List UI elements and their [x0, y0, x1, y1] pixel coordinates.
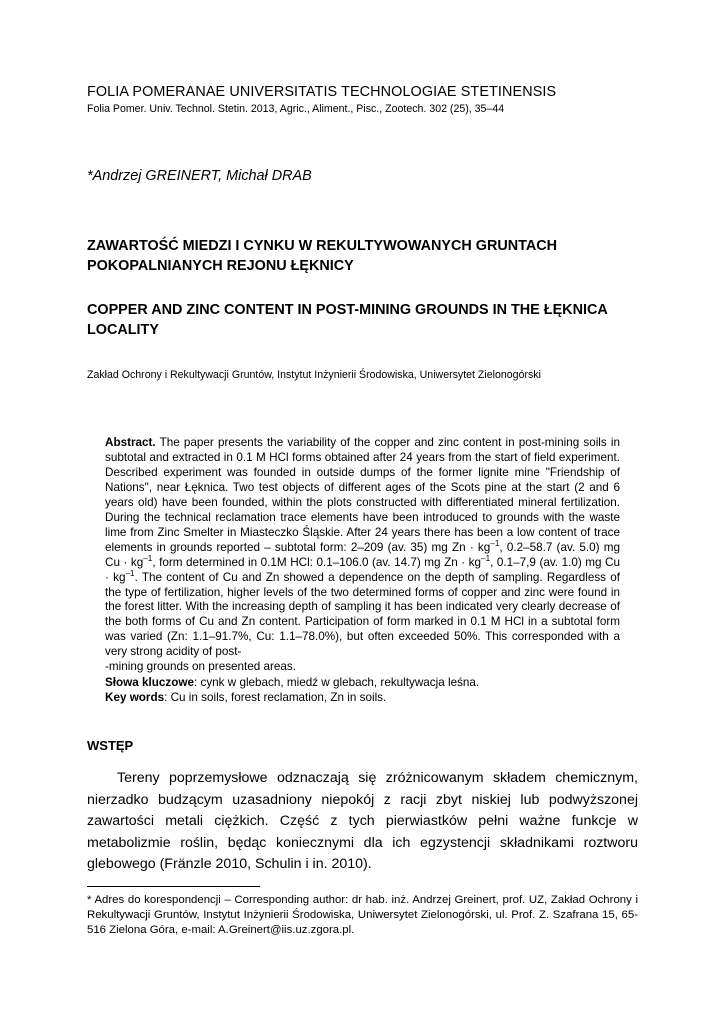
- journal-citation: Folia Pomer. Univ. Technol. Stetin. 2013, Agric., Aliment., Pisc., Zootech. 302 (25), 35–44: [87, 103, 505, 115]
- abstract: [105, 436, 620, 675]
- keywords-polish: [105, 675, 479, 690]
- keywords: [105, 675, 479, 705]
- abstract-text: . The content of Cu and Zn showed a dependence on the depth of sampling. Regardless of the type of fertilization, higher levels of the two determined forms of copper and zinc were found in the forest litter. With the increasing depth of sampling it has been indicated very clearly decrease of the both forms of Cu and Zn content. Participation of form marked in 0.1 M HCl in a subtotal form was varied (Zn: 1.1–91.7%, Cu: 1.1–78.0%), but often exceeded 50%. This corresponded with a very strong acidity of post-: [105, 570, 620, 659]
- section-heading: WSTĘP: [87, 738, 134, 753]
- unit-exponent: –1: [125, 568, 135, 578]
- unit-exponent: –1: [143, 553, 153, 563]
- journal-title: FOLIA POMERANAE UNIVERSITATIS TECHNOLOGIAE STETINENSIS: [87, 84, 557, 100]
- intro-paragraph: Tereny poprzemysłowe odznaczają się zróżnicowanym składem chemicznym, nierzadko budzącym uzasadniony niepokój z racji zbyt niskiej lub podwyższonej zawartości metali ciężkich. Część z tych pierwiastków pełni ważne funkcje w metabolizmie roślin, będąc koniecznymi dla ich egzystencji składnikami roztworu glebowego (Fränzle 2010, Schulin i in. 2010).: [87, 770, 638, 872]
- abstract-text: -mining grounds on presented areas.: [105, 660, 297, 674]
- unit-exponent: –1: [481, 553, 491, 563]
- footnote-divider: [87, 886, 260, 887]
- abstract-text: , form determined in 0.1M HCl: 0.1–106.0 (av. 14.7) mg Zn · kg: [152, 555, 482, 569]
- abstract-text: , 0.1–7,9 (av. 1.0) mg Cu · kg: [105, 555, 620, 584]
- keywords-pl-label: Słowa kluczowe: [105, 676, 194, 689]
- affiliation: Zakład Ochrony i Rekultywacji Gruntów, Instytut Inżynierii Środowiska, Uniwersytet Zielonogórski: [87, 369, 541, 381]
- keywords-english: [105, 690, 479, 705]
- keywords-pl-text: : cynk w glebach, miedź w glebach, rekultywacja leśna.: [193, 676, 480, 689]
- title-english: COPPER AND ZINC CONTENT IN POST-MINING GROUNDS IN THE ŁĘKNICA LOCALITY: [87, 302, 608, 338]
- footnote: * Adres do korespondencji – Corresponding author: dr hab. inż. Andrzej Greinert, prof. UZ, Zakład Ochrony i Rekultywacji Gruntów, Instytut Inżynierii Środowiska, Uniwersytet Zielonogórski, ul. Prof. Z. Szafrana 15, 65-516 Zielona Góra, e-mail: A.Greinert@iis.uz.zgora.pl.: [87, 894, 638, 936]
- unit-exponent: –1: [490, 538, 500, 548]
- keywords-en-label: Key words: [105, 691, 165, 704]
- authors: *Andrzej GREINERT, Michał DRAB: [87, 168, 312, 184]
- abstract-text: , 0.2–58.7 (av. 5.0) mg Cu · kg: [105, 540, 620, 569]
- title-polish: ZAWARTOŚĆ MIEDZI I CYNKU W REKULTYWOWANYCH GRUNTACH POKOPALNIANYCH REJONU ŁĘKNICY: [87, 238, 558, 274]
- abstract-label: Abstract.: [105, 436, 156, 449]
- abstract-text: The paper presents the variability of the copper and zinc content in post-mining soils in subtotal and extracted in 0.1 M HCl forms obtained after 24 years from the start of field experiment. Described experiment was founded in outside dumps of the former lignite mine "Friendship of Nations", near Łęknica. Two test objects of different ages of the Scots pine at the start (2 and 6 years old) have been founded, within the plots constructed with differentiated mineral fertilization. During the technical reclamation trace elements have been introduced to grounds with the waste lime from Zinc Smelter in Miasteczko Śląskie. After 24 years there has been a low content of trace elements in grounds reported – subtotal form: 2–209 (av. 35) mg Zn · kg: [105, 436, 620, 554]
- keywords-en-text: : Cu in soils, forest reclamation, Zn in soils.: [164, 691, 387, 704]
